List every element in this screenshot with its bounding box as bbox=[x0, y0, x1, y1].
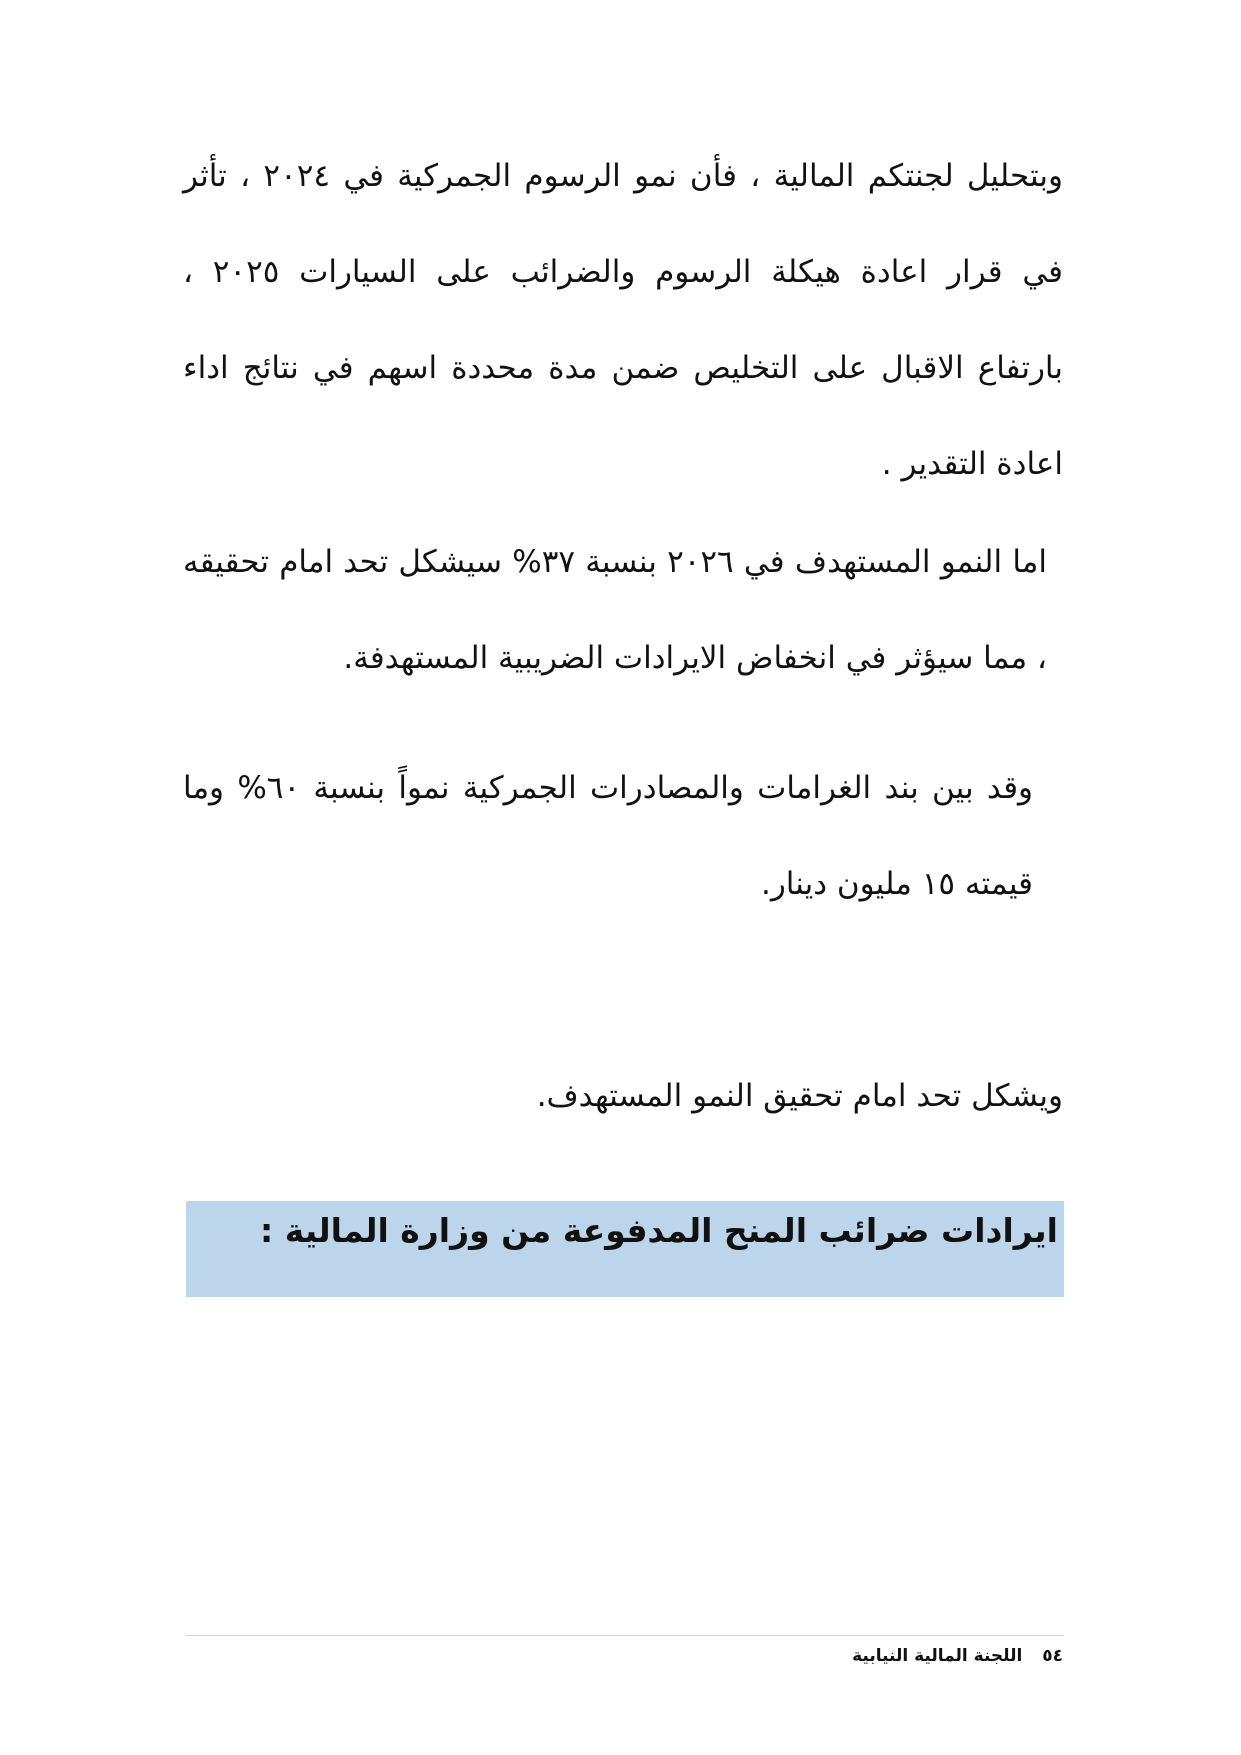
section-heading: ايرادات ضرائب المنح المدفوعة من وزارة المالية : bbox=[260, 1211, 1058, 1250]
paragraph-fines-growth: وقد بين بند الغرامات والمصادرات الجمركية نمواً بنسبة ٦٠% وما قيمته ١٥ مليون دينار. bbox=[183, 770, 1033, 902]
paragraph-customs-analysis: وبتحليل لجنتكم المالية ، فأن نمو الرسوم الجمركية في ٢٠٢٤ ، تأثر في قرار اعادة هيكلة الرسوم والضرائب على السيارات ٢٠٢٥ ، بارتفاع الاقبال على التخليص ضمن مدة محددة اسهم في نتائج اداء اعادة التقدير . bbox=[183, 158, 1063, 482]
paragraph-challenge: ويشكل تحد امام تحقيق النمو المستهدف. bbox=[536, 1078, 1063, 1114]
paragraph-target-growth: اما النمو المستهدف في ٢٠٢٦ بنسبة ٣٧% سيشكل تحد امام تحقيقه ، مما سيؤثر في انخفاض الايرادات الضريبية المستهدفة. bbox=[183, 544, 1047, 676]
footer-divider bbox=[186, 1635, 1064, 1636]
footer-label: اللجنة المالية النيابية bbox=[852, 1646, 1023, 1666]
page-footer bbox=[852, 1642, 1063, 1670]
section-heading-box bbox=[186, 1201, 1064, 1297]
page-number: ٥٤ bbox=[1042, 1646, 1063, 1666]
